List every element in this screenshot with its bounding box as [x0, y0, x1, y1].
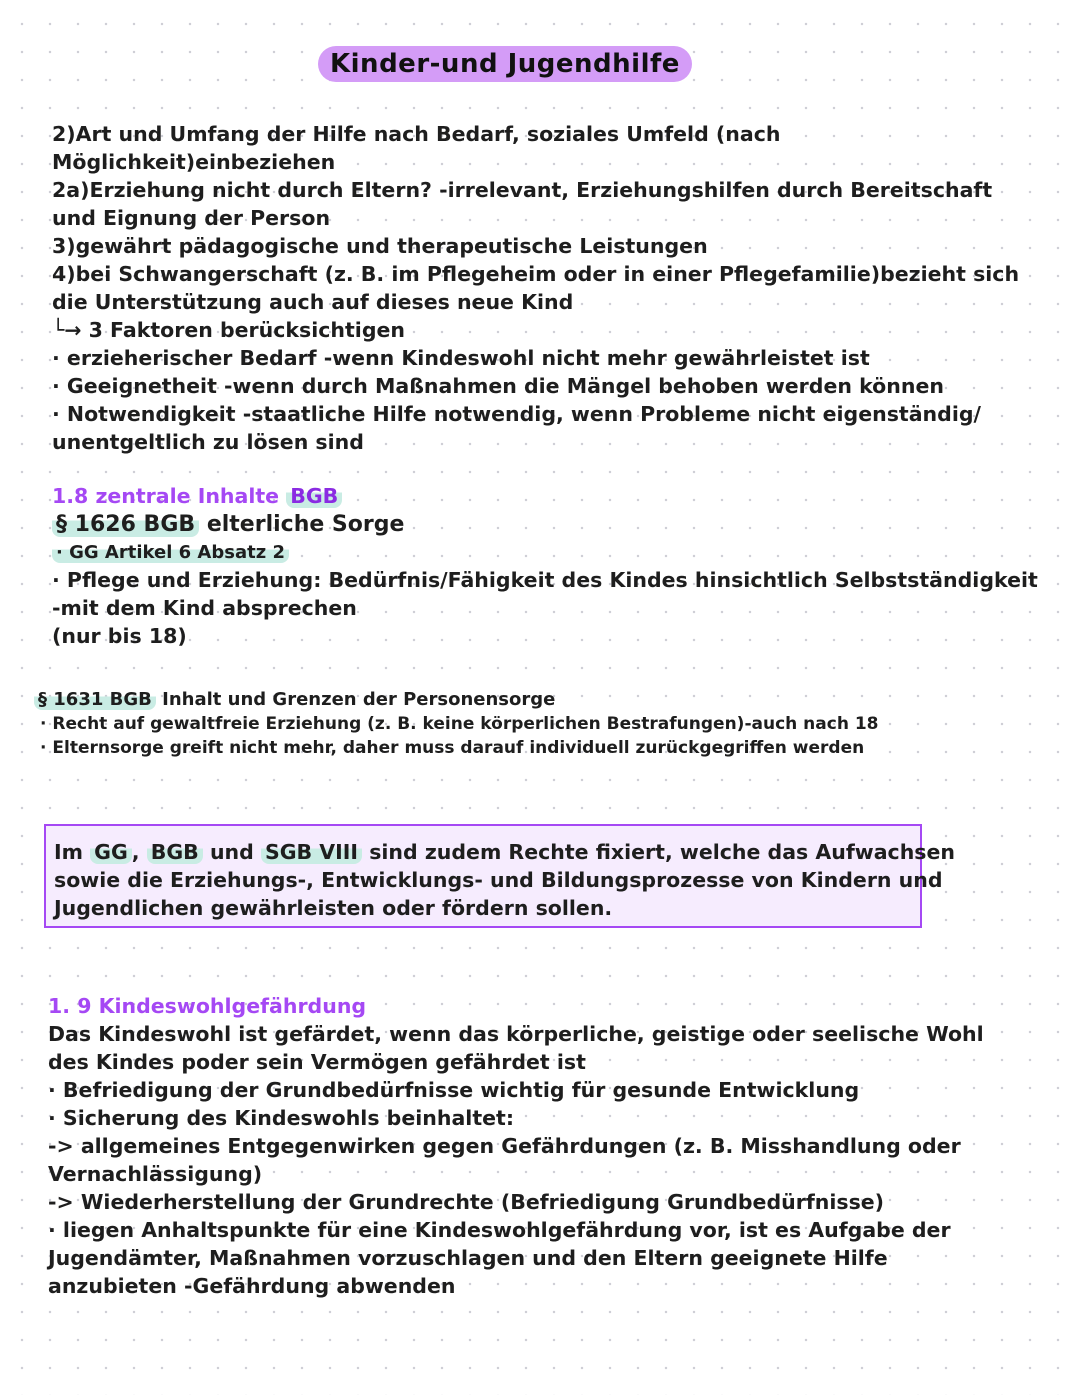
box-text: Im: [54, 840, 91, 864]
paragraph-title: elterliche Sorge: [199, 512, 405, 537]
text-line: └→ 3 Faktoren berücksichtigen: [52, 318, 405, 342]
box-line: [54, 840, 955, 864]
text-line: und Eignung der Person: [52, 206, 331, 230]
text-line: 2a)Erziehung nicht durch Eltern? -irrelevant, Erziehungshilfen durch Bereitschaft: [52, 178, 993, 202]
text-line: Vernachlässigung): [48, 1162, 263, 1186]
text-line: · Befriedigung der Grundbedürfnisse wichtig für gesunde Entwicklung: [48, 1078, 860, 1102]
section-heading: 1. 9 Kindeswohlgefährdung: [48, 994, 367, 1018]
paragraph-ref: § 1626 BGB: [52, 512, 199, 537]
paragraph-ref: § 1631 BGB: [34, 689, 156, 710]
text-line: · liegen Anhaltspunkte für eine Kindeswohlgefährdung vor, ist es Aufgabe der: [48, 1218, 951, 1242]
text-line: Das Kindeswohl ist gefärdet, wenn das körperliche, geistige oder seelische Wohl: [48, 1022, 984, 1046]
text-line: -mit dem Kind absprechen: [52, 596, 357, 620]
text-line: Möglichkeit)einbeziehen: [52, 150, 336, 174]
heading-text: 1.8 zentrale Inhalte: [52, 484, 287, 508]
paragraph-heading-1631: [34, 689, 555, 710]
box-highlight-gg: GG: [90, 840, 132, 864]
text-line: 2)Art und Umfang der Hilfe nach Bedarf, soziales Umfeld (nach: [52, 122, 781, 146]
text-line: unentgeltlich zu lösen sind: [52, 430, 364, 454]
box-line: sowie die Erziehungs-, Entwicklungs- und Bildungsprozesse von Kindern und: [54, 868, 943, 892]
paragraph-heading-1626: [52, 512, 404, 537]
box-highlight-sgb: SGB VIII: [261, 840, 362, 864]
text-line: -> allgemeines Entgegenwirken gegen Gefährdungen (z. B. Misshandlung oder: [48, 1134, 961, 1158]
heading-highlight: BGB: [286, 484, 342, 508]
text-line: · Pflege und Erziehung: Bedürfnis/Fähigkeit des Kindes hinsichtlich Selbstständigkeit: [52, 568, 1038, 592]
box-highlight-bgb: BGB: [147, 840, 203, 864]
box-text: sind zudem Rechte fixiert, welche das Aufwachsen: [362, 840, 955, 864]
box-text: und: [202, 840, 261, 864]
text-line: · Elternsorge greift nicht mehr, daher muss darauf individuell zurückgegriffen werden: [40, 738, 865, 758]
box-line: Jugendlichen gewährleisten oder fördern sollen.: [54, 896, 613, 920]
section-heading: [52, 484, 342, 508]
text-line: · Geeignetheit -wenn durch Maßnahmen die Mängel behoben werden können: [52, 374, 944, 398]
text-line: · Notwendigkeit -staatliche Hilfe notwendig, wenn Probleme nicht eigenständig/: [52, 402, 982, 426]
text-line: 4)bei Schwangerschaft (z. B. im Pflegeheim oder in einer Pflegefamilie)bezieht sich: [52, 262, 1020, 286]
text-line: · Recht auf gewaltfreie Erziehung (z. B. keine körperlichen Bestrafungen)-auch nach 18: [40, 714, 879, 734]
gg-reference: [52, 542, 289, 563]
gg-ref-highlight: · GG Artikel 6 Absatz 2: [52, 542, 289, 563]
text-line: anzubieten -Gefährdung abwenden: [48, 1274, 456, 1298]
paragraph-title: Inhalt und Grenzen der Personensorge: [155, 689, 556, 710]
text-line: Jugendämter, Maßnahmen vorzuschlagen und den Eltern geeignete Hilfe: [48, 1246, 888, 1270]
text-line: die Unterstützung auch auf dieses neue Kind: [52, 290, 574, 314]
info-box: [44, 824, 955, 928]
box-text: ,: [131, 840, 147, 864]
text-line: · erzieherischer Bedarf -wenn Kindeswohl nicht mehr gewährleistet ist: [52, 346, 870, 370]
text-line: 3)gewährt pädagogische und therapeutische Leistungen: [52, 234, 708, 258]
text-line: (nur bis 18): [52, 624, 187, 648]
text-line: · Sicherung des Kindeswohls beinhaltet:: [48, 1106, 515, 1130]
page-title: Kinder-und Jugendhilfe: [318, 46, 692, 82]
text-line: des Kindes poder sein Vermögen gefährdet ist: [48, 1050, 586, 1074]
text-line: -> Wiederherstellung der Grundrechte (Befriedigung Grundbedürfnisse): [48, 1190, 885, 1214]
